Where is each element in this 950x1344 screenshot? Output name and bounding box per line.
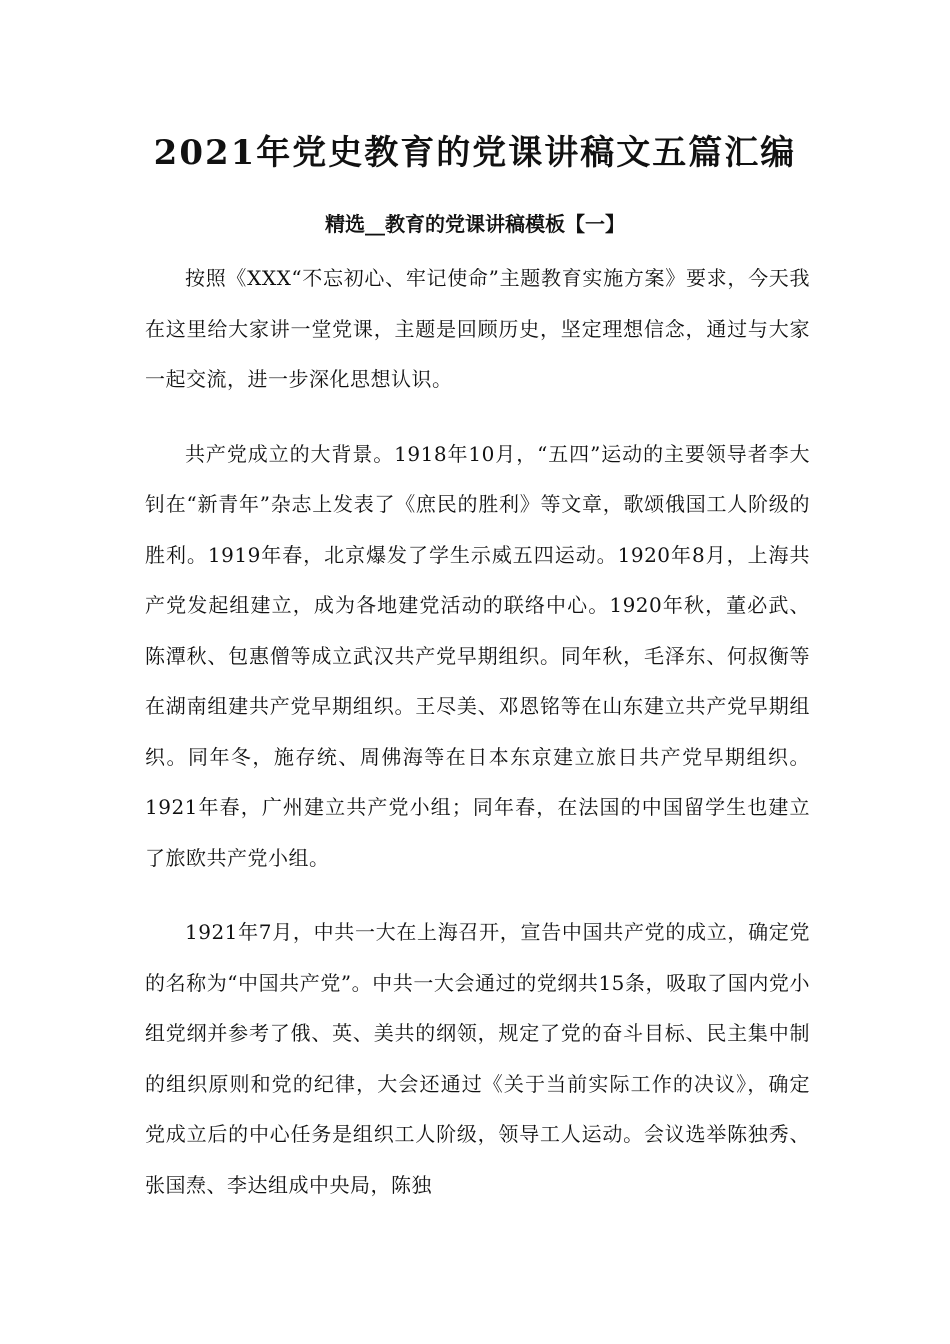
document-subtitle: 精选__教育的党课讲稿模板【一】 xyxy=(325,212,625,236)
document-title: 2021年党史教育的党课讲稿文五篇汇编 xyxy=(153,133,797,173)
paragraph-background: 共产党成立的大背景。1918年10月，“五四”运动的主要领导者李大钊在“新青年”杂志上发表了《庶民的胜利》等文章，歌颂俄国工人阶级的胜利。1919年春，北京爆发了学生示威五四运动。1920年8月，上海共产党发起组建立，成为各地建党活动的联络中心。1920年秋，董必武、陈潭秋、包惠僧等成立武汉共产党早期组织。同年秋，毛泽东、何叔衡等在湖南组建共产党早期组织。王尽美、邓恩铭等在山东建立共产党早期组织。同年冬，施存统、周佛海等在日本东京建立旅日共产党早期组织。1921年春，广州建立共产党小组；同年春，在法国的中国留学生也建立了旅欧共产党小组。 xyxy=(145,441,810,870)
paragraph-intro: 按照《XXX“不忘初心、牢记使命”主题教育实施方案》要求，今天我在这里给大家讲一堂党课，主题是回顾历史，坚定理想信念，通过与大家一起交流，进一步深化思想认识。 xyxy=(145,266,810,391)
document-body xyxy=(145,253,810,1234)
paragraph-founding: 1921年7月，中共一大在上海召开，宣告中国共产党的成立，确定党的名称为“中国共产党”。中共一大会通过的党纲共15条，吸取了国内党小组党纲并参考了俄、英、美共的纲领，规定了党的奋斗目标、民主集中制的组织原则和党的纪律，大会还通过《关于当前实际工作的决议》，确定党成立后的中心任务是组织工人阶级，领导工人运动。会议选举陈独秀、张国焘、李达组成中央局，陈独 xyxy=(145,920,810,1197)
